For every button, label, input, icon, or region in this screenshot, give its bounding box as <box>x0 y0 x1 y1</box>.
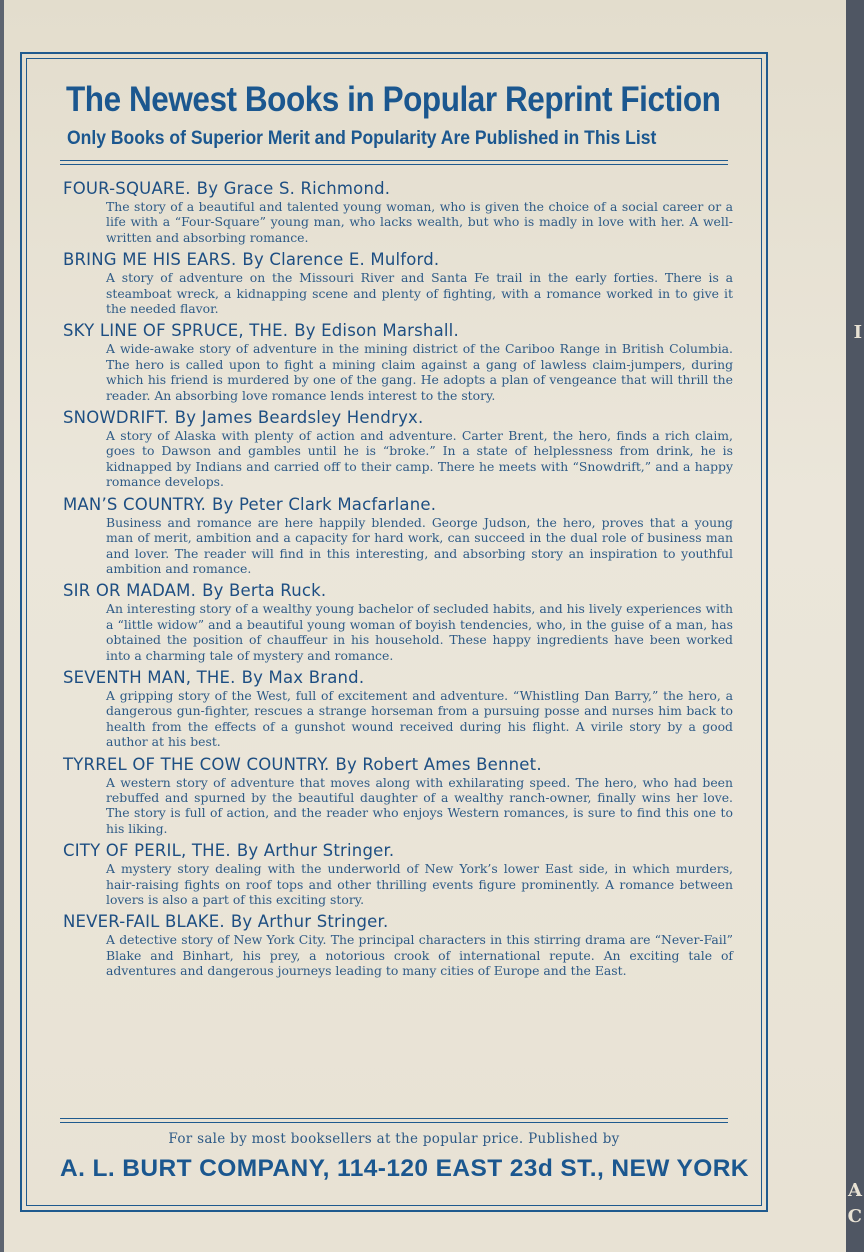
book-heading <box>63 911 733 932</box>
book-entry <box>63 178 733 245</box>
book-description: A mystery story dealing with the underworld of New York’s lower East side, in which murders, hair-raising fights on roof tops and other thrilling events figure prominently. A romance between lovers is also a part of this exciting story. <box>106 861 733 907</box>
book-heading <box>63 320 733 341</box>
book-entry <box>63 494 733 577</box>
book-spine <box>846 0 864 1252</box>
book-description: A western story of adventure that moves along with exhilarating speed. The hero, who had been rebuffed and spurned by the beautiful daughter of a wealthy ranch-owner, finally wins her love. The story is full of action, and the reader who enjoys Western romances, is sure to find this one to his liking. <box>106 774 733 836</box>
publisher-line: A. L. BURT COMPANY, 114-120 EAST 23d ST., NEW YORK <box>60 1155 749 1182</box>
divider <box>60 1118 728 1119</box>
book-author: By James Beardsley Hendryx. <box>174 408 424 428</box>
page-subtitle: Only Books of Superior Merit and Popularity Are Published in This List <box>67 127 657 149</box>
book-description: A wide-awake story of adventure in the mining district of the Cariboo Range in British Columbia. The hero is called upon to fight a mining claim against a gang of lawless claim-jumpers, during which his friend is murdered by one of the gang. He adopts a plan of vengeance that will thrill the reader. An absorbing love romance lends interest to the story. <box>106 341 733 403</box>
book-entry <box>63 840 733 907</box>
book-author: By Arthur Stringer. <box>230 912 389 932</box>
book-title: BRING ME HIS EARS. <box>63 250 237 270</box>
spine-letter: A <box>848 1180 862 1201</box>
page-title: The Newest Books in Popular Reprint Fiction <box>66 80 721 119</box>
spine-letter: I <box>853 322 862 343</box>
book-title: SKY LINE OF SPRUCE, THE. <box>63 321 289 341</box>
book-heading <box>63 667 733 688</box>
book-heading <box>63 407 733 428</box>
book-description: A gripping story of the West, full of excitement and adventure. “Whistling Dan Barry,” the hero, a dangerous gun-fighter, rescues a strange horseman from a pursuing posse and nurses him back to health from the effects of a gunshot wound received during his flight. A virile story by a good author at his best. <box>106 687 733 750</box>
book-heading <box>63 178 733 199</box>
book-author: By Edison Marshall. <box>294 321 459 341</box>
book-heading <box>63 494 733 515</box>
book-title: MAN’S COUNTRY. <box>63 494 207 514</box>
book-entry <box>63 249 733 316</box>
book-heading <box>63 249 733 270</box>
book-entry <box>63 320 733 403</box>
book-title: TYRREL OF THE COW COUNTRY. <box>63 754 330 774</box>
book-author: By Clarence E. Mulford. <box>242 250 440 270</box>
sale-note: For sale by most booksellers at the popular price. Published by <box>168 1131 620 1147</box>
book-list <box>63 178 733 983</box>
book-author: By Arthur Stringer. <box>236 841 395 861</box>
divider <box>60 160 728 161</box>
divider <box>60 1122 728 1123</box>
book-title: SEVENTH MAN, THE. <box>63 667 236 687</box>
book-author: By Robert Ames Bennet. <box>335 754 542 774</box>
divider <box>60 164 728 165</box>
book-author: By Berta Ruck. <box>202 581 327 601</box>
book-description: The story of a beautiful and talented young woman, who is given the choice of a social career or a life with a “Four-Square” young man, who lacks wealth, but who is madly in love with her. A well-written and absorbing romance. <box>106 199 733 245</box>
book-title: FOUR-SQUARE. <box>63 179 191 198</box>
book-author: By Max Brand. <box>241 667 365 687</box>
book-heading <box>63 754 733 775</box>
book-author: By Peter Clark Macfarlane. <box>212 494 437 514</box>
book-description: Business and romance are here happily blended. George Judson, the hero, proves that a young man of merit, ambition and a capacity for hard work, can succeed in the dual role of business man and lover. The reader will find in this interesting, and absorbing story an inspiration to youthful ambition and romance. <box>106 514 733 576</box>
book-entry <box>63 911 733 978</box>
book-description: An interesting story of a wealthy young bachelor of secluded habits, and his lively experiences with a “little widow” and a beautiful young woman of boyish tendencies, who, in the guise of a man, has obtained the position of chauffeur in his household. These happy ingredients have been worked into a charming tale of mystery and romance. <box>106 601 733 663</box>
book-author: By Grace S. Richmond. <box>196 179 391 198</box>
book-title: SNOWDRIFT. <box>63 408 169 428</box>
book-title: CITY OF PERIL, THE. <box>63 841 231 861</box>
book-entry <box>63 580 733 663</box>
book-heading <box>63 840 733 861</box>
book-entry <box>63 667 733 750</box>
book-description: A detective story of New York City. The principal characters in this stirring drama are “Never-Fail” Blake and Binhart, his prey, a notorious crook of international repute. An exciting tale of adventures and dangerous journeys leading to many cities of Europe and the East. <box>106 932 733 979</box>
book-entry <box>63 754 733 837</box>
book-description: A story of Alaska with plenty of action and adventure. Carter Brent, the hero, finds a rich claim, goes to Dawson and gambles until he is “broke.” In a state of helplessness from drink, he is kidnapped by Indians and carried off to their camp. There he meets with “Snowdrift,” and a happy romance develops. <box>106 428 733 490</box>
book-title: NEVER-FAIL BLAKE. <box>63 912 225 932</box>
book-title: SIR OR MADAM. <box>63 581 197 601</box>
spine-letter: C <box>847 1206 862 1227</box>
book-description: A story of adventure on the Missouri River and Santa Fe trail in the early forties. There is a steamboat wreck, a kidnapping scene and plenty of fighting, with a romance worked in to give it the needed flavor. <box>106 270 733 317</box>
book-entry <box>63 407 733 490</box>
book-heading <box>63 580 733 601</box>
